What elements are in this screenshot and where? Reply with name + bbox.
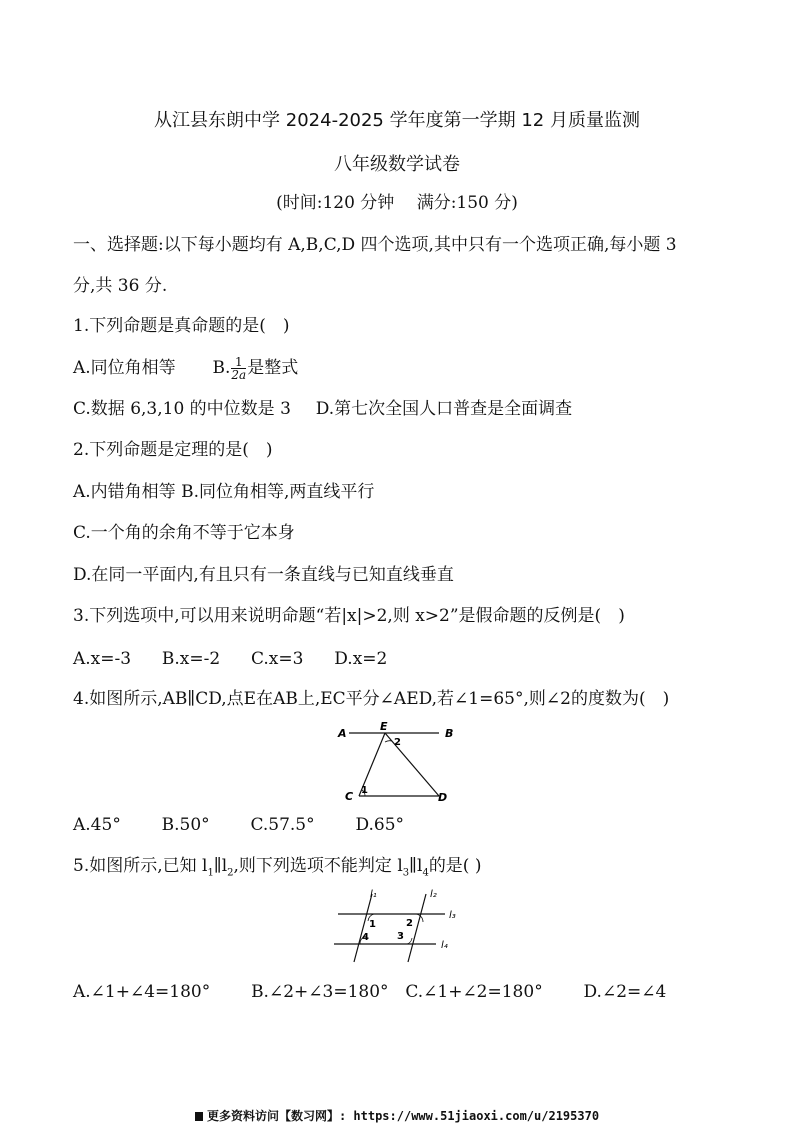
- q5-option-a: A.∠1+∠4=180°: [73, 982, 211, 1002]
- q4-label-angle1: 1: [361, 785, 368, 796]
- q4-label-a: A: [338, 727, 347, 740]
- q4-label-d: D: [438, 791, 448, 804]
- q4-label-e: E: [380, 720, 388, 733]
- q4-option-d: D.65°: [355, 815, 405, 835]
- q5-stem: 5.如图所示,已知 $l_1\parallel l_2$,则下列选项不能判定 $l_3\parallel l_4$的是( ): [73, 856, 482, 879]
- q5-label-l1: l₁: [370, 889, 377, 900]
- q1-option-c: C.数据 6,3,10 的中位数是 3: [73, 399, 291, 419]
- q4-label-b: B: [445, 727, 454, 740]
- q3-options: [73, 647, 387, 671]
- section1-instructions-line1: 一、选择题:以下每小题均有 A,B,C,D 四个选项,其中只有一个选项正确,每小题 3: [73, 235, 677, 255]
- q4-label-c: C: [345, 790, 354, 803]
- q4-angle2-arc: [385, 741, 392, 742]
- q2-option-d: D.在同一平面内,有且只有一条直线与已知直线垂直: [73, 565, 454, 585]
- q4-option-a: A.45°: [73, 815, 121, 835]
- q4-option-b: B.50°: [161, 815, 210, 835]
- q5-label-angle2: 2: [406, 918, 413, 929]
- q1-option-d: D.第七次全国人口普查是全面调查: [315, 399, 573, 419]
- q3-option-b: B.x=-2: [161, 649, 221, 669]
- exam-subtitle: 八年级数学试卷: [334, 154, 460, 175]
- q5-option-b: B.∠2+∠3=180°: [251, 982, 389, 1002]
- q1-option-a: A.同位角相等: [73, 358, 176, 378]
- q4-options: [73, 813, 404, 837]
- q5-option-d: D.∠2=∠4: [583, 982, 667, 1002]
- section1-instructions-line2: 分,共 36 分.: [73, 276, 168, 296]
- q5-option-c: C.∠1+∠2=180°: [405, 982, 543, 1002]
- q1-option-b-fraction: $\frac{1}{2a}$: [231, 355, 247, 382]
- q5-label-angle1: 1: [369, 919, 376, 930]
- q5-label-angle4: 4: [362, 932, 369, 943]
- q5-options: [73, 980, 666, 1004]
- q4-stem: 4.如图所示,AB∥CD,点E在AB上,EC平分∠AED,若∠1=65°,则∠2的度数为( ): [73, 689, 670, 709]
- q3-option-a: A.x=-3: [73, 649, 132, 669]
- flag-icon: [195, 1112, 203, 1121]
- q1-options-ab: [73, 356, 298, 381]
- q4-option-c: C.57.5°: [250, 815, 315, 835]
- exam-time-info: (时间:120 分钟 满分:150 分): [276, 193, 518, 213]
- footer-link-text[interactable]: 更多资料访问【数习网】: https://www.51jiaoxi.com/u/2195370: [206, 1109, 600, 1123]
- exam-title: 从江县东朗中学 2024-2025 学年度第一学期 12 月质量监测: [154, 110, 640, 131]
- q5-figure: [330, 886, 470, 966]
- q5-label-l4: l₄: [441, 940, 448, 951]
- q5-label-l3: l₃: [449, 910, 456, 921]
- q5-label-l2: l₂: [430, 889, 437, 900]
- q2-option-c: C.一个角的余角不等于它本身: [73, 523, 295, 543]
- q5-angle3-arc: [407, 938, 412, 944]
- q3-option-d: D.x=2: [334, 649, 388, 669]
- q5-label-angle3: 3: [397, 931, 404, 942]
- q2-options-ab: A.内错角相等 B.同位角相等,两直线平行: [73, 482, 375, 502]
- q1-stem: 1.下列命题是真命题的是( ): [73, 316, 290, 336]
- q1-options-cd: [73, 397, 572, 421]
- q2-stem: 2.下列命题是定理的是( ): [73, 440, 273, 460]
- footer: [0, 1107, 794, 1124]
- q3-stem: 3.下列选项中,可以用来说明命题“若|x|>2,则 x>2”是假命题的反例是( ): [73, 606, 625, 626]
- q4-figure: [335, 720, 465, 805]
- q3-option-c: C.x=3: [251, 649, 304, 669]
- q4-label-angle2: 2: [394, 737, 401, 748]
- q1-option-b: B. $\frac{1}{2a}$ 是整式: [212, 355, 299, 382]
